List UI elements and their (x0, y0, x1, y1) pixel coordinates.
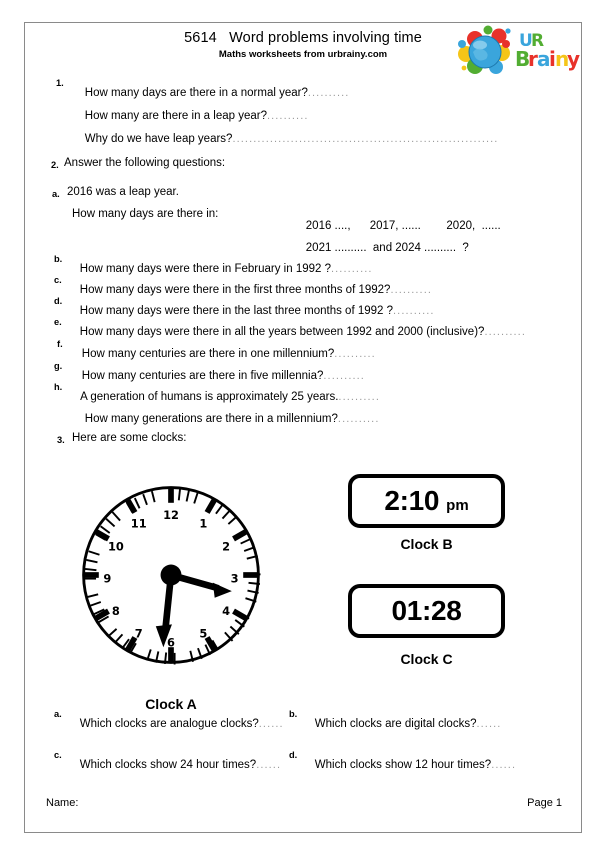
svg-text:2: 2 (222, 539, 231, 554)
q3b (302, 706, 501, 742)
q2d-letter: d. (54, 296, 63, 306)
clock-c-time: 01:28 (391, 595, 462, 626)
clock-b-digital (348, 474, 505, 528)
svg-text:12: 12 (163, 507, 179, 522)
q2e-text: How many days were there in all the years between 1992 and 2000 (inclusive)? (79, 326, 485, 338)
svg-text:11: 11 (130, 516, 147, 531)
q2b-letter: b. (54, 254, 63, 264)
q2a-line2: How many days are there in: (72, 208, 219, 220)
q1-line3 (72, 121, 498, 157)
svg-text:n: n (555, 47, 570, 71)
q3a-answer-space[interactable]: ...... (258, 718, 284, 730)
page-title: 5614 Word problems involving time (184, 30, 422, 46)
q2d-text: How many days were there in the last three months of 1992 ? (79, 305, 394, 317)
q3d-text: Which clocks show 12 hour times? (314, 759, 492, 771)
svg-text:3: 3 (230, 571, 239, 586)
q2f-letter: f. (57, 339, 63, 349)
svg-text:U: U (519, 31, 533, 51)
svg-text:y: y (567, 47, 580, 71)
clock-a-center-pin (161, 565, 182, 586)
q3d-letter: d. (289, 750, 298, 760)
q3b-text: Which clocks are digital clocks? (314, 718, 477, 730)
svg-text:R: R (531, 31, 545, 51)
logo-wordmark (515, 31, 580, 71)
svg-text:7: 7 (134, 626, 143, 641)
q1-line1-text: How many days are there in a normal year? (84, 87, 308, 99)
q2h-line1-answer-space[interactable]: .......... (338, 391, 380, 403)
q1-line3-text: Why do we have leap years? (84, 133, 233, 145)
q2-number: 2. (51, 160, 59, 170)
clock-b-suffix: pm (446, 496, 469, 514)
clock-b-label: Clock B (400, 536, 453, 552)
clock-b-time: 2:10 (384, 485, 440, 516)
q2-intro: Answer the following questions: (64, 157, 226, 169)
q3a-letter: a. (54, 709, 62, 719)
q3b-letter: b. (289, 709, 298, 719)
q2h-line2-text: How many generations are there in a millennium? (84, 413, 338, 425)
q2b-answer-space[interactable]: .......... (331, 263, 373, 275)
q2c-text: How many days were there in the first three months of 1992? (79, 284, 391, 296)
q3c-letter: c. (54, 750, 62, 760)
q3-intro: Here are some clocks: (72, 432, 187, 444)
q2a-line1: 2016 was a leap year. (67, 186, 179, 198)
q2c-letter: c. (54, 275, 62, 285)
svg-text:1: 1 (199, 516, 208, 531)
logo-splash-icon (458, 26, 511, 75)
q2g-answer-space[interactable]: .......... (323, 370, 365, 382)
urbrainy-logo (455, 22, 580, 78)
q3c (67, 747, 281, 783)
clock-c-label: Clock C (400, 651, 453, 667)
clock-a-analogue (76, 480, 266, 670)
q2a-years-row1-text: 2016 ...., 2017, ...... 2020, ...... (305, 220, 501, 232)
page-subtitle: Maths worksheets from urbrainy.com (218, 49, 388, 60)
q1-line2-answer-space[interactable]: .......... (266, 110, 309, 122)
svg-text:8: 8 (111, 603, 120, 618)
q3c-text: Which clocks show 24 hour times? (79, 759, 257, 771)
q3d (302, 747, 516, 783)
q2d-answer-space[interactable]: .......... (393, 305, 435, 317)
svg-text:a: a (537, 47, 551, 71)
svg-text:10: 10 (107, 539, 124, 554)
svg-text:r: r (528, 47, 538, 71)
svg-text:4: 4 (222, 603, 231, 618)
worksheet-sheet (24, 22, 582, 833)
q3-number: 3. (57, 435, 65, 445)
q3a (67, 706, 284, 742)
footer-name-label[interactable]: Name: (46, 797, 79, 809)
clock-a-label: Clock A (145, 696, 197, 712)
q1-line1-answer-space[interactable]: .......... (307, 87, 350, 99)
q2b-text: How many days were there in February in 1992 ? (79, 263, 331, 275)
q2h-line2-answer-space[interactable]: .......... (337, 413, 380, 425)
q2a-years-row2-text: 2021 .......... and 2024 .......... ? (305, 242, 469, 254)
q1-line2-text: How many are there in a leap year? (84, 110, 267, 122)
svg-text:i: i (549, 47, 556, 71)
svg-text:B: B (515, 47, 531, 71)
q2c-answer-space[interactable]: .......... (390, 284, 433, 296)
q2f-answer-space[interactable]: .......... (334, 348, 376, 360)
q3b-answer-space[interactable]: ...... (476, 718, 502, 730)
q2h-letter: h. (54, 382, 63, 392)
footer-page-label: Page 1 (527, 797, 562, 809)
q2f-text: How many centuries are there in one millennium? (81, 348, 335, 360)
svg-text:9: 9 (103, 571, 112, 586)
q2e-answer-space[interactable]: .......... (484, 326, 526, 338)
q2g-text: How many centuries are there in five millennia? (81, 370, 324, 382)
q2e-letter: e. (54, 317, 62, 327)
q3c-answer-space[interactable]: ...... (256, 759, 282, 771)
svg-text:5: 5 (199, 626, 208, 641)
q2h-line1-text: A generation of humans is approximately 25 years. (80, 391, 339, 403)
q1-line3-answer-space[interactable]: ................................................................ (232, 133, 499, 145)
clock-c-digital (348, 584, 505, 638)
q3a-text: Which clocks are analogue clocks? (79, 718, 259, 730)
q1-number: 1. (56, 78, 64, 88)
q2a-letter: a. (52, 189, 60, 199)
svg-text:6: 6 (167, 635, 175, 650)
q2g-letter: g. (54, 361, 63, 371)
q3d-answer-space[interactable]: ...... (491, 759, 517, 771)
